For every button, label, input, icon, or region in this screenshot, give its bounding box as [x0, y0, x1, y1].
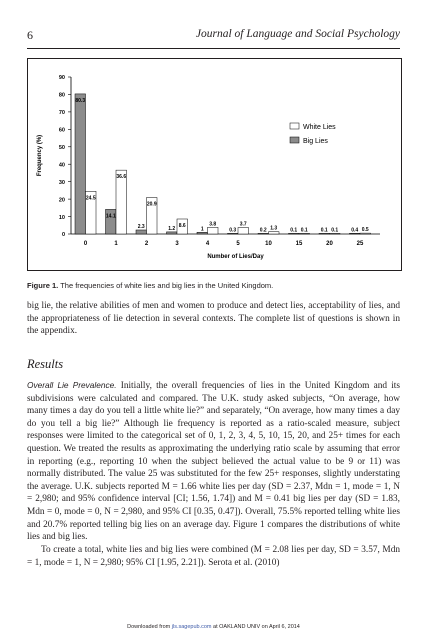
x-tick-label: 0: [83, 241, 88, 247]
paragraph-1: big lie, the relative abilities of men and women to produce and detect lies, acceptability of lies, and the appropriateness of lie detection in several contexts. The complete list of questions is shown in the appendix.: [27, 301, 400, 337]
big-lies-bar: [258, 233, 269, 234]
y-tick-label: 70: [58, 110, 65, 117]
overall-lie-prevalence-heading: Overall Lie Prevalence.: [27, 380, 117, 390]
big-lies-value-label: 0.4: [351, 227, 359, 234]
big-lies-value-label: 0.2: [259, 227, 267, 234]
big-lies-value-label: 0.3: [229, 227, 237, 234]
x-tick-label: 3: [175, 241, 179, 247]
y-tick-label: 50: [58, 144, 65, 151]
white-lies-value-label: 36.6: [116, 174, 127, 181]
download-footer: [0, 624, 427, 630]
page-header: [27, 28, 400, 44]
x-tick-label: 2: [144, 241, 149, 247]
x-tick-label: 1: [114, 241, 118, 247]
white-lies-bar: [238, 228, 249, 234]
white-lies-value-label: 3.7: [239, 221, 247, 228]
paragraph-3: To create a total, white lies and big lies were combined (M = 2.08 lies per day, SD = 3.57, Mdn = 1, mode = 1, N = 2,980; 95% CI [1.95, 2.21]). Serota et al. (2010): [27, 545, 400, 568]
y-tick-label: 40: [58, 162, 65, 169]
footer-link[interactable]: jls.sagepub.com: [171, 624, 212, 630]
white-lies-bar: [269, 232, 280, 234]
figure-caption-text: The frequencies of white lies and big lies in the United Kingdom.: [60, 281, 274, 290]
y-tick-label: 30: [58, 179, 65, 186]
y-tick-label: 0: [61, 232, 65, 239]
legend-big-lies-swatch: [290, 137, 299, 143]
big-lies-value-label: 80.3: [75, 97, 86, 104]
big-lies-value-label: 2.3: [137, 223, 145, 230]
big-lies-bar: [319, 233, 330, 234]
footer-prefix: Downloaded from: [127, 624, 172, 630]
y-axis-label: Frequency (%): [37, 134, 43, 177]
big-lies-value-label: 1.2: [168, 225, 176, 232]
x-tick-label: 10: [265, 241, 272, 247]
big-lies-value-label: 0.1: [320, 227, 328, 234]
y-tick-label: 10: [58, 214, 65, 221]
y-tick-label: 90: [58, 75, 65, 82]
white-lies-value-label: 24.5: [85, 195, 96, 202]
bar-chart: [28, 59, 401, 270]
figure-caption: [27, 281, 400, 290]
legend-white-lies-label: White Lies: [303, 124, 336, 131]
page-number: 6: [27, 28, 33, 42]
x-axis-label: Number of Lies/Day: [207, 254, 264, 260]
white-lies-value-label: 0.1: [300, 227, 308, 234]
big-lies-value-label: 0.1: [290, 227, 298, 234]
paragraph-2-text: Initially, the overall frequencies of lies in the United Kingdom and its subdivisions were calculated and compared. The U.K. study asked subjects, “On average, how many times a day do you tell a little white lie?” and separately, “On average, how many times a day do you tell a big lie?” Although lie frequency is reported as a ratio-scaled measure, subject responses were limited to the categorical set of 0, 1, 2, 3, 4, 5, 10, 15, 20, and 25+ times for each question. We treated the results as approximating the underlying ratio scale by assuming that error in reporting (e.g., reporting 10 when the subject believed the actual value to be 9 or 11) was normally distributed. The value 25 was substituted for the few 25+ responses, slightly understating the average. U.K. subjects reported M = 1.66 white lies per day (SD = 2.37, Mdn = 1, mode = 1, N = 2,980; and 95% confidence interval [CI; 1.56, 1.74]) and M = 0.41 big lies per day (SD = 1.83, Mdn = 0, mode = 0, N = 2,980, and 95% CI [0.35, 0.47]). Overall, 75.5% reported telling white lies and 20.7% reported telling big lies on an average day. Figure 1 compares the distributions of white lies and big lies.: [27, 381, 400, 543]
big-lies-value-label: 14.1: [105, 213, 116, 220]
white-lies-value-label: 20.9: [146, 201, 157, 208]
figure-caption-label: Figure 1.: [27, 281, 59, 290]
x-tick-label: 15: [295, 241, 303, 247]
big-lies-bar: [167, 232, 178, 234]
big-lies-bar: [350, 233, 361, 234]
big-lies-bar: [289, 233, 300, 234]
header-rule: [27, 48, 400, 49]
legend-big-lies-label: Big Lies: [303, 138, 328, 145]
big-lies-bar: [136, 230, 147, 234]
white-lies-bar: [360, 233, 371, 234]
y-tick-label: 80: [58, 92, 65, 99]
journal-title: Journal of Language and Social Psychology: [195, 28, 400, 40]
y-tick-label: 20: [58, 197, 65, 204]
white-lies-value-label: 0.5: [361, 227, 369, 234]
big-lies-bar: [228, 233, 239, 234]
big-lies-bar: [75, 94, 86, 234]
white-lies-value-label: 1.3: [270, 225, 278, 232]
white-lies-value-label: 3.8: [209, 221, 217, 228]
x-tick-label: 20: [326, 241, 333, 247]
paragraph-2: [27, 379, 400, 544]
footer-suffix: at OAKLAND UNIV on April 6, 2014: [211, 624, 300, 630]
x-tick-label: 25: [356, 241, 364, 247]
big-lies-value-label: 1: [200, 226, 204, 233]
white-lies-value-label: 8.6: [178, 222, 186, 229]
white-lies-value-label: 0.1: [331, 227, 339, 234]
white-lies-bar: [299, 233, 310, 234]
results-heading: Results: [27, 357, 64, 371]
y-tick-label: 60: [58, 127, 65, 134]
x-tick-label: 5: [236, 241, 240, 247]
big-lies-bar: [197, 232, 208, 234]
legend-white-lies-swatch: [290, 123, 299, 129]
white-lies-bar: [208, 227, 219, 234]
x-tick-label: 4: [205, 241, 210, 247]
white-lies-bar: [330, 233, 341, 234]
figure-1: [27, 58, 402, 271]
